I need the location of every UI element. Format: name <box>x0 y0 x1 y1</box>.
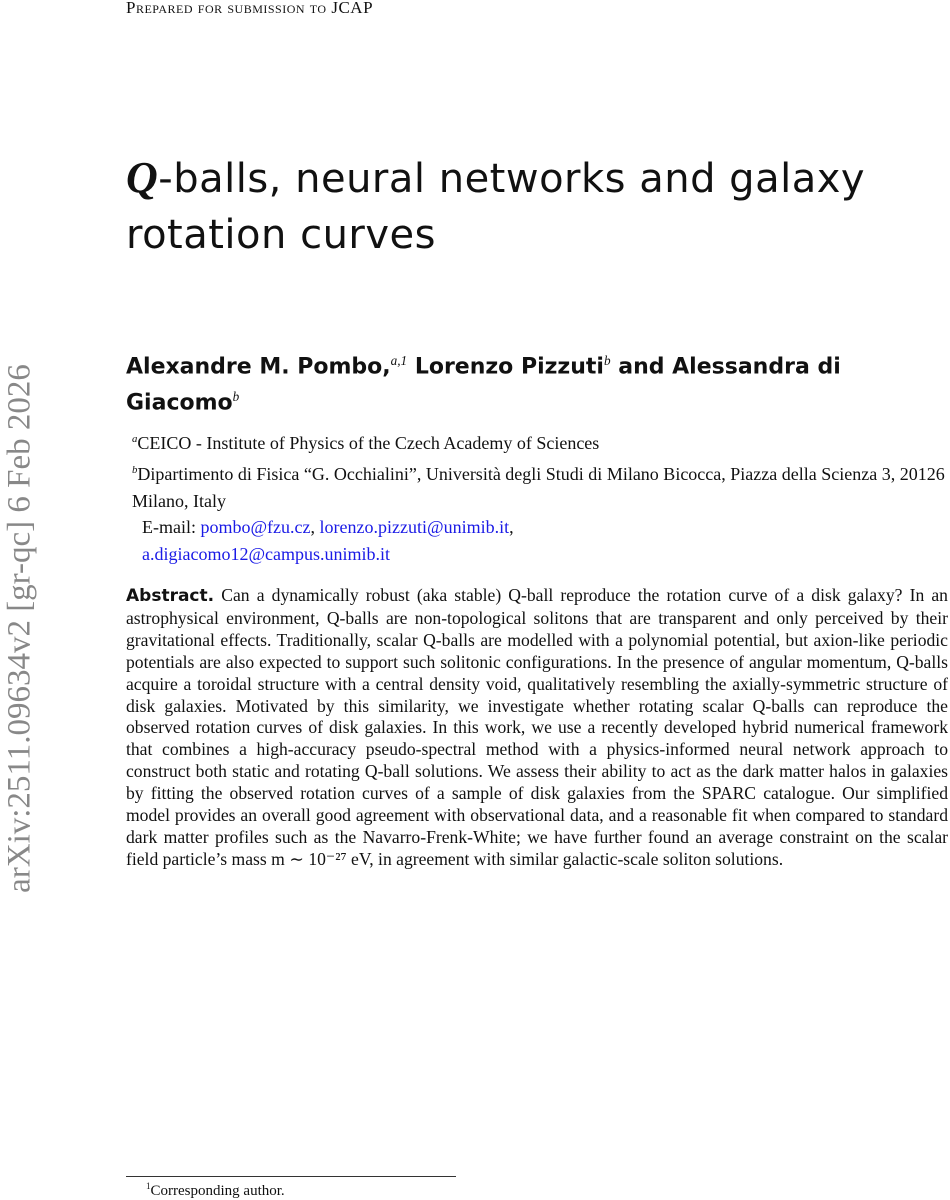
author-name: Alexandre M. Pombo, <box>126 354 391 380</box>
author-sup: b <box>603 353 611 368</box>
paper-title <box>126 150 950 263</box>
affiliation <box>132 426 947 457</box>
author-list <box>126 346 926 419</box>
email-link[interactable]: pombo@fzu.cz <box>200 517 311 537</box>
footnote-text: Corresponding author. <box>150 1183 285 1199</box>
abstract <box>126 585 948 871</box>
arxiv-stamp: arXiv:2511.09634v2 [gr-qc] 6 Feb 2026 <box>1 364 38 893</box>
author-sup: a,1 <box>390 353 408 368</box>
title-q: Q <box>126 153 159 202</box>
author-name: Lorenzo Pizzuti <box>414 354 604 380</box>
author-sup: b <box>232 389 240 405</box>
affiliations <box>132 426 947 515</box>
affiliation <box>132 457 947 515</box>
footnote-rule <box>126 1176 456 1177</box>
email-block: E-mail: pombo@fzu.cz, lorenzo.pizzuti@unimib.it, a.digiacomo12@campus.unimib.it <box>142 517 514 564</box>
author-name: Alessandra di Giacomo <box>126 354 841 416</box>
footnote <box>146 1181 285 1200</box>
affiliation-text: Dipartimento di Fisica “G. Occhialini”, Università degli Studi di Milano Bicocca, Piazza della Scienza 3, 20126 Milano, Italy <box>132 464 945 511</box>
affiliation-text: CEICO - Institute of Physics of the Czech Academy of Sciences <box>137 433 600 453</box>
journal-header: Prepared for submission to JCAP <box>126 0 374 17</box>
abstract-label: Abstract. <box>126 586 215 606</box>
email-link[interactable]: lorenzo.pizzuti@unimib.it <box>319 517 510 537</box>
author-connector: and <box>618 354 665 380</box>
email-link[interactable]: a.digiacomo12@campus.unimib.it <box>142 544 391 564</box>
affiliation-mark: a <box>132 433 138 445</box>
title-text: -balls, neural networks and galaxy rotation curves <box>126 156 866 258</box>
affiliation-mark: b <box>132 464 138 476</box>
email-label: E-mail: <box>142 517 196 537</box>
abstract-text: Can a dynamically robust (aka stable) Q-ball reproduce the rotation curve of a disk galaxy? In an astrophysical environment, Q-balls are non-topological solitons that are transparent and only perceived by their gravitational effects. Traditionally, scalar Q-balls are modelled with a polynomial potential, but axion-like periodic potentials are also expected to support such solitonic configurations. In the presence of angular momentum, Q-balls acquire a toroidal structure with a central density void, qualitatively resembling the axially-symmetric structure of disk galaxies. Motivated by this similarity, we investigate whether rotating scalar Q-balls can reproduce the observed rotation curves of disk galaxies. In this work, we use a recently developed hybrid numerical framework that combines a high-accuracy pseudo-spectral method with a physics-informed neural network approach to construct both static and rotating Q-ball solutions. We assess their ability to act as the dark matter halos in galaxies by fitting the observed rotation curves of a sample of disk galaxies from the SPARC catalogue. Our simplified model provides an overall good agreement with observational data, and a reasonable fit when compared to standard dark matter profiles such as the Navarro-Frenk-White; we have further found an average constraint on the scalar field particle’s mass m ∼ 10⁻²⁷ eV, in agreement with similar galactic-scale soliton solutions. <box>126 585 948 869</box>
footnote-mark: 1 <box>146 1181 151 1191</box>
